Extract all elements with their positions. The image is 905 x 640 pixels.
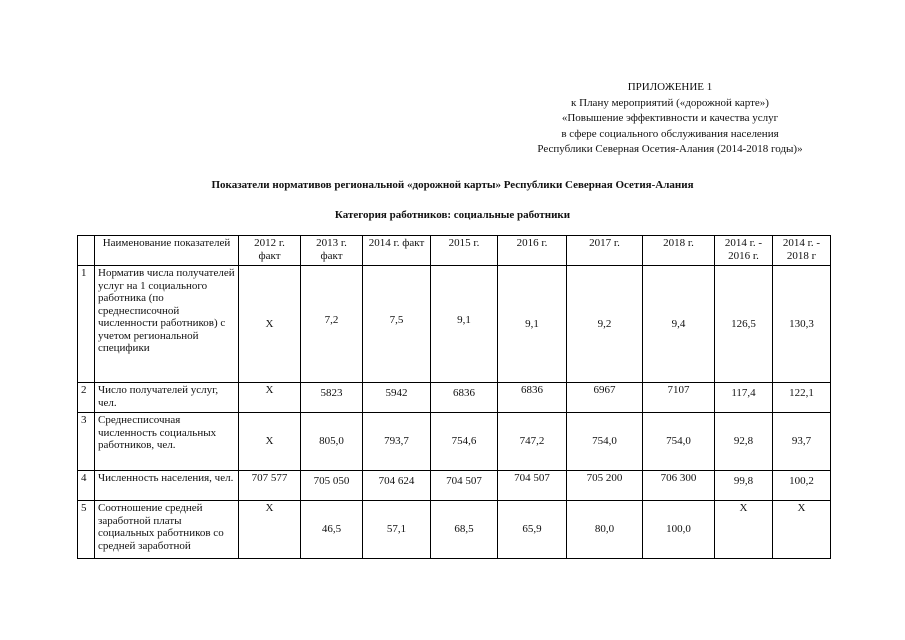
cell-2014: 7,5 xyxy=(363,266,431,383)
cell-2014-2018: Х xyxy=(773,501,831,559)
cell-2014-2016: 99,8 xyxy=(715,471,773,501)
cell-2012: Х xyxy=(239,383,301,413)
cell-2017: 6967 xyxy=(567,383,643,413)
header-2013: 2013 г. факт xyxy=(301,236,363,266)
header-2014: 2014 г. факт xyxy=(363,236,431,266)
cell-2016: 65,9 xyxy=(498,501,567,559)
cell-2017: 80,0 xyxy=(567,501,643,559)
cell-2017: 754,0 xyxy=(567,413,643,471)
row-num: 1 xyxy=(78,266,95,383)
cell-2013: 705 050 xyxy=(301,471,363,501)
appendix-line: в сфере социального обслуживания населения xyxy=(561,127,779,140)
header-2015: 2015 г. xyxy=(431,236,498,266)
cell-2014-2016: 117,4 xyxy=(715,383,773,413)
cell-2015: 754,6 xyxy=(431,413,498,471)
header-2012: 2012 г. факт xyxy=(239,236,301,266)
cell-2016: 747,2 xyxy=(498,413,567,471)
cell-2012: Х xyxy=(239,266,301,383)
cell-2014-2018: 122,1 xyxy=(773,383,831,413)
row-num: 4 xyxy=(78,471,95,501)
header-2018: 2018 г. xyxy=(643,236,715,266)
document-subtitle: Категория работников: социальные работники xyxy=(334,209,571,221)
header-name: Наименование показателей xyxy=(95,236,239,266)
table-header-row xyxy=(78,236,831,266)
cell-2018: 754,0 xyxy=(643,413,715,471)
cell-2014-2018: 93,7 xyxy=(773,413,831,471)
cell-2013: 5823 xyxy=(301,383,363,413)
header-2014-2018: 2014 г. - 2018 г xyxy=(773,236,831,266)
row-name: Норматив числа получателей услуг на 1 социального работника (по среднесписочной численности работников) с учетом региональной специфики xyxy=(95,266,239,383)
row-num: 3 xyxy=(78,413,95,471)
cell-2012: Х xyxy=(239,501,301,559)
row-name: Численность населения, чел. xyxy=(95,471,239,501)
appendix-line: Республики Северная Осетия-Алания (2014-2018 годы)» xyxy=(537,143,803,155)
row-num: 2 xyxy=(78,383,95,413)
cell-2015: 704 507 xyxy=(431,471,498,501)
cell-2017: 705 200 xyxy=(567,471,643,501)
cell-2014-2018: 130,3 xyxy=(773,266,831,383)
appendix-block xyxy=(480,80,860,158)
cell-2018: 706 300 xyxy=(643,471,715,501)
cell-2014-2016: 92,8 xyxy=(715,413,773,471)
cell-2014: 5942 xyxy=(363,383,431,413)
cell-2014-2016: 126,5 xyxy=(715,266,773,383)
header-2016: 2016 г. xyxy=(498,236,567,266)
appendix-line: «Повышение эффективности и качества услуг xyxy=(561,112,779,124)
cell-2013: 7,2 xyxy=(301,266,363,383)
table-row xyxy=(78,383,831,413)
cell-2018: 7107 xyxy=(643,383,715,413)
cell-2016: 9,1 xyxy=(498,266,567,383)
document-title: Показатели нормативов региональной «дорожной карты» Республики Северная Осетия-Алания xyxy=(211,179,694,191)
indicators-table xyxy=(77,235,831,559)
cell-2015: 9,1 xyxy=(431,266,498,383)
cell-2014: 57,1 xyxy=(363,501,431,559)
cell-2012: 707 577 xyxy=(239,471,301,501)
cell-2016: 704 507 xyxy=(498,471,567,501)
cell-2014: 704 624 xyxy=(363,471,431,501)
cell-2013: 805,0 xyxy=(301,413,363,471)
table-row xyxy=(78,413,831,471)
cell-2015: 68,5 xyxy=(431,501,498,559)
cell-2012: Х xyxy=(239,413,301,471)
appendix-line: к Плану мероприятий («дорожной карте») xyxy=(571,96,769,109)
row-name: Число получателей услуг, чел. xyxy=(95,383,239,413)
table-row xyxy=(78,266,831,383)
cell-2013: 46,5 xyxy=(301,501,363,559)
cell-2017: 9,2 xyxy=(567,266,643,383)
cell-2016: 6836 xyxy=(498,383,567,413)
table-row xyxy=(78,471,831,501)
appendix-title: ПРИЛОЖЕНИЕ 1 xyxy=(627,81,713,93)
cell-2018: 9,4 xyxy=(643,266,715,383)
cell-2015: 6836 xyxy=(431,383,498,413)
row-num: 5 xyxy=(78,501,95,559)
table-row xyxy=(78,501,831,559)
row-name: Соотношение средней заработной платы социальных работников со средней заработной xyxy=(95,501,239,559)
cell-2014: 793,7 xyxy=(363,413,431,471)
row-name: Среднесписочная численность социальных работников, чел. xyxy=(95,413,239,471)
header-2017: 2017 г. xyxy=(567,236,643,266)
cell-2014-2018: 100,2 xyxy=(773,471,831,501)
cell-2018: 100,0 xyxy=(643,501,715,559)
header-num xyxy=(78,236,95,266)
cell-2014-2016: Х xyxy=(715,501,773,559)
header-2014-2016: 2014 г. - 2016 г. xyxy=(715,236,773,266)
